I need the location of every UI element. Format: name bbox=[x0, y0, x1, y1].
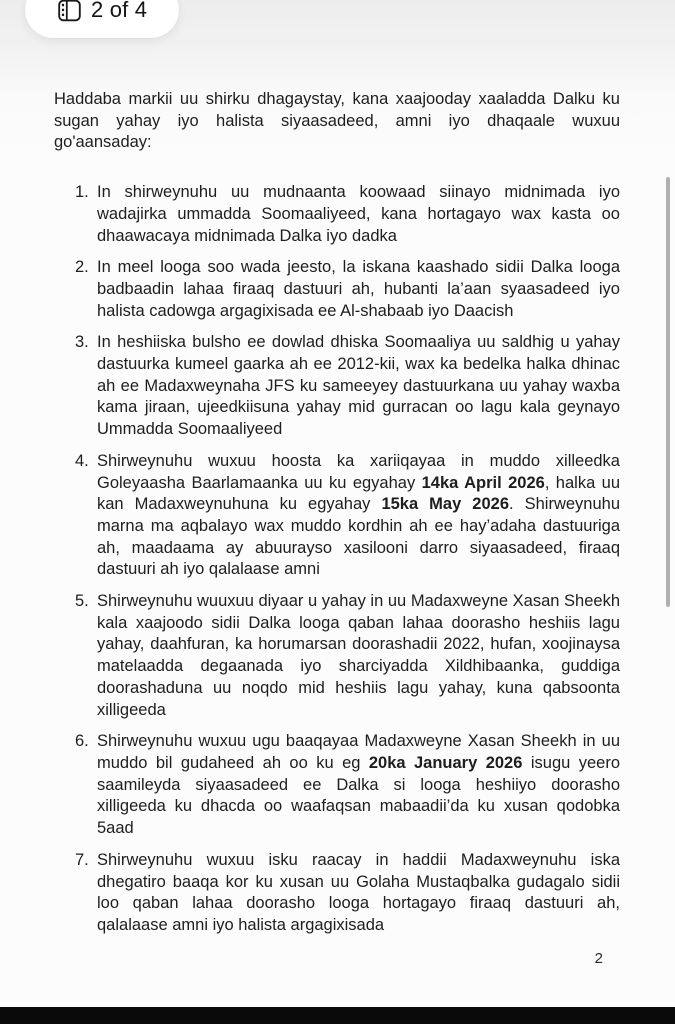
list-item-number: 4. bbox=[75, 451, 89, 470]
list-item-number: 2. bbox=[75, 258, 89, 277]
document-page bbox=[54, 89, 620, 947]
list-item-text: Shirweynuhu wuxuu hoosta ka xariiqayaa in muddo xilleedka Goleyaasha Baarlamaanka uu ku egyahay 14ka April 2026, halka uu kan Madaxweynuhuna ku egyahay 15ka May 2026. Shirweynuhu marna ma aqbalayo wax muddo kordhin ah ee hay’adaha dastuuriga ah, maadaama ay abuurayso xasilooni darro siyaasadeed, firaaq dastuuri ah iyo qalalaase amni bbox=[97, 451, 620, 579]
list-item-number: 7. bbox=[75, 850, 89, 869]
list-item-text: In meel looga soo wada jeesto, la iskana kaashado sidii Dalka looga badbaadin lahaa firaaq dastuuri ah, hubanti la’aan syaasadeed iyo halista cadowga argagixisada ee Al-shabaab iyo Daacish bbox=[97, 258, 620, 320]
list-item bbox=[75, 332, 620, 441]
intro-paragraph: Haddaba markii uu shirku dhagaystay, kana xaajooday xaaladda Dalku ku sugan yahay iyo halista siyaasadeed, amni iyo dhaqaale wuxuu go'aansaday: bbox=[54, 90, 620, 152]
scrollbar-thumb[interactable] bbox=[666, 177, 670, 607]
list-item bbox=[75, 591, 620, 721]
book-pages-icon bbox=[57, 0, 82, 23]
bottom-system-bar bbox=[0, 1007, 675, 1024]
list-item-text: Shirweynuhu wuxuu isku raacay in haddii Madaxweynuhu iska dhegatiro baaqa kor ku xusan uu Golaha Mustaqbalka gudagalo sidii loo qaban lahaa doorasho looga hortagayo firaaq dastuuri ah, qalalaase amni iyo halista argagixisada bbox=[97, 850, 620, 934]
list-item-number: 1. bbox=[75, 183, 89, 202]
list-item-number: 6. bbox=[75, 732, 89, 751]
list-item-text: In heshiiska bulsho ee dowlad dhiska Soomaaliya uu saldhig u yahay dastuurka kumeel gaarka ah ee 2012-kii, wax ka bedelka halka dhinac ah ee Madaxweynaha JFS ku sameeyey dastuurkana uu yahay waxba kama jiraan, ujeedkiisuna yahay mid gurracan oo lagu kala geynayo Ummadda Soomaaliyeed bbox=[97, 333, 620, 439]
list-item-number: 5. bbox=[75, 592, 89, 611]
list-item-text: Shirweynuhu wuuxuu diyaar u yahay in uu Madaxweyne Xasan Sheekh kala xaajoodo sidii Dalka looga qaban lahaa doorasho heshiis lagu yahay, daahfuran, ka horumarsan doorashadii 2022, hufan, xoojinaysa matelaadda degaanada iyo sharciyadda Xildhibaanka, guddiga doorashaduna uu noqdo mid heshiis lagu yahay, kuna qabsoonta xilligeeda bbox=[97, 592, 620, 719]
list-item-text: Shirweynuhu wuxuu ugu baaqayaa Madaxweyne Xasan Sheekh in uu muddo bil gudaheed ah oo ku eg 20ka January 2026 isugu yeero saamileyda siyaasadeed ee Dalka si looga heshiiyo doorasho xilligeeda ku dhacda oo waafaqsan mabaadii’da ku xusan qodobka 5aad bbox=[97, 732, 620, 838]
page-number: 2 bbox=[594, 950, 603, 967]
resolution-list bbox=[54, 182, 620, 937]
list-item-text: In shirweynuhu uu mudnaanta koowaad siinayo midnimada iyo wadajirka ummadda Soomaaliyeed, kana hortagayo wax kasta oo dhaawacaya midnimada Dalka iyo dadka bbox=[97, 183, 620, 245]
list-item bbox=[75, 451, 620, 581]
list-item bbox=[75, 182, 620, 247]
page-indicator-badge[interactable] bbox=[25, 0, 179, 38]
list-item bbox=[75, 850, 620, 937]
page-indicator-label: 2 of 4 bbox=[91, 0, 148, 22]
list-item bbox=[75, 257, 620, 322]
list-item bbox=[75, 731, 620, 840]
list-item-number: 3. bbox=[75, 333, 89, 352]
